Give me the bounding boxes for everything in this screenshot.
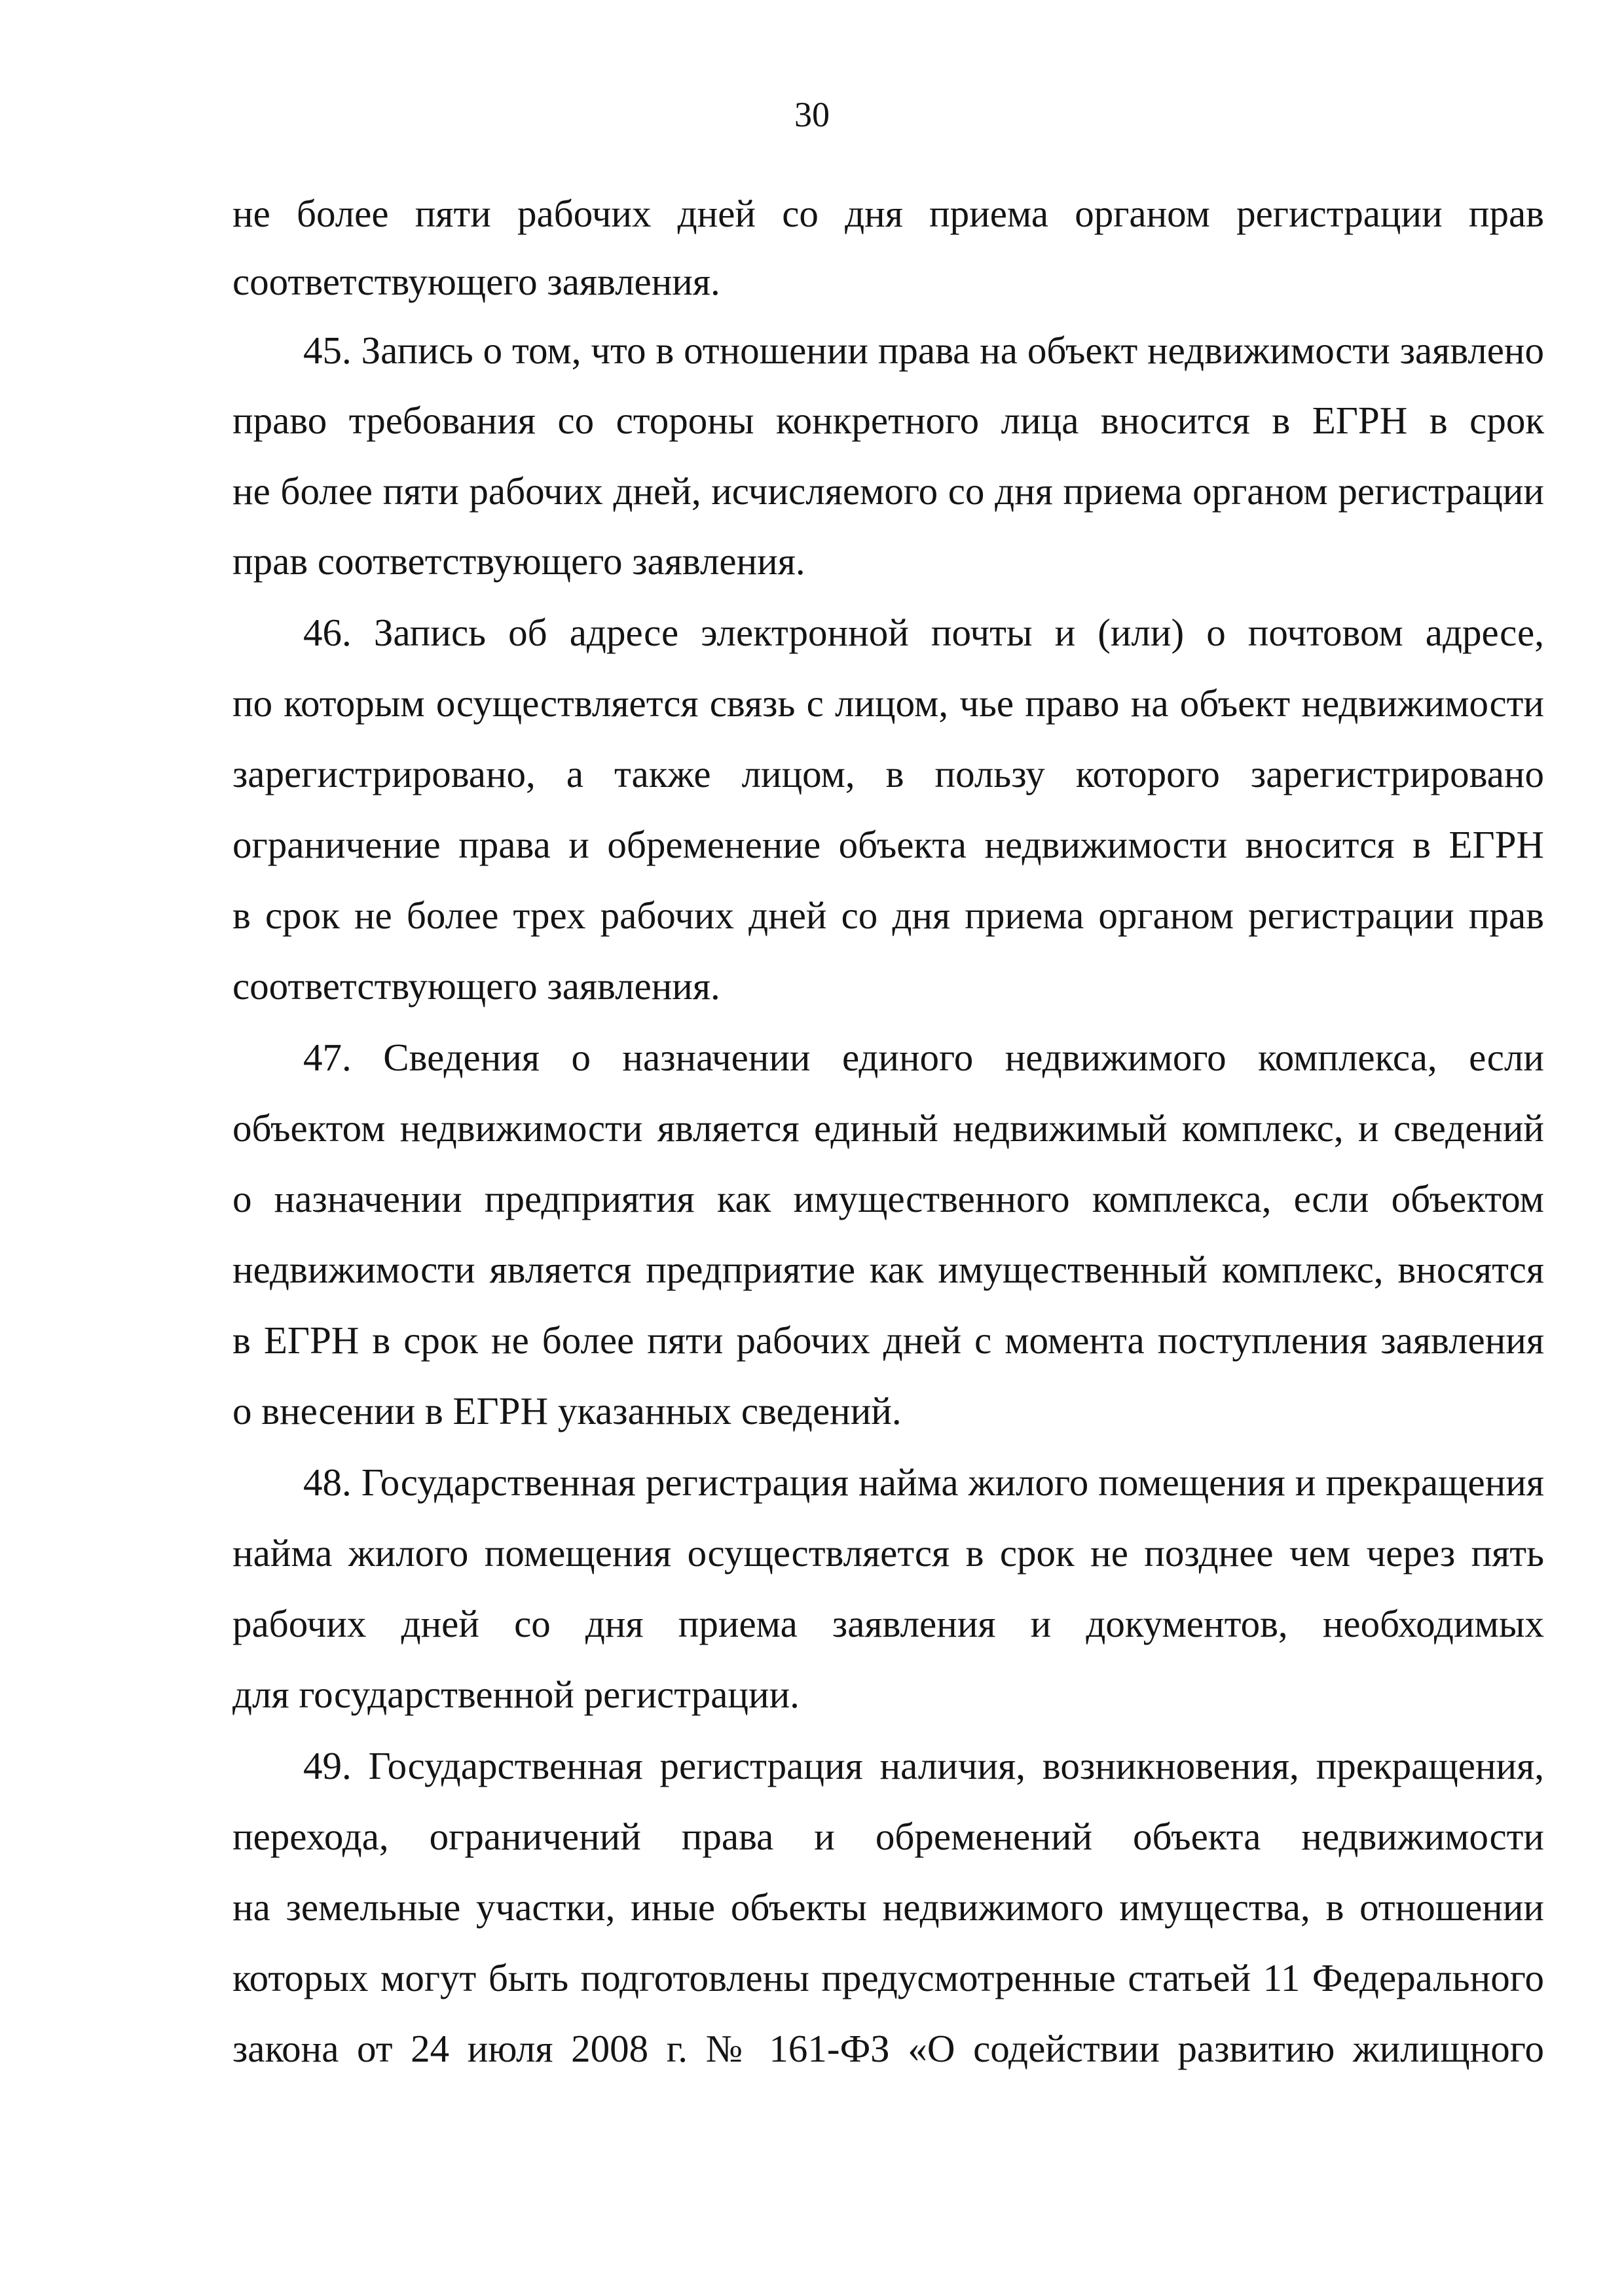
text-line: найма жилого помещения осуществляется в срок не позднее чем через пять xyxy=(232,1531,1544,1575)
text-line: недвижимости является предприятие как имущественный комплекс, вносятся xyxy=(232,1248,1544,1291)
text-line: зарегистрировано, а также лицом, в пользу которого зарегистрировано xyxy=(232,752,1544,795)
text-line: о назначении предприятия как имущественного комплекса, если объектом xyxy=(232,1177,1544,1220)
text-line: не более пяти рабочих дней, исчисляемого со дня приема органом регистрации xyxy=(232,469,1544,513)
text-line: 49. Государственная регистрация наличия, возникновения, прекращения, xyxy=(303,1744,1544,1787)
text-line: закона от 24 июля 2008 г. № 161-ФЗ «О содействии развитию жилищного xyxy=(232,2027,1544,2070)
text-line: которых могут быть подготовлены предусмотренные статьей 11 Федерального xyxy=(232,1956,1544,1999)
text-line: объектом недвижимости является единый недвижимый комплекс, и сведений xyxy=(232,1106,1544,1150)
text-line: соответствующего заявления. xyxy=(232,260,720,303)
text-line: о внесении в ЕГРН указанных сведений. xyxy=(232,1389,902,1432)
text-line: для государственной регистрации. xyxy=(232,1673,800,1716)
text-line: перехода, ограничений права и обременений объекта недвижимости xyxy=(232,1815,1544,1858)
text-line: рабочих дней со дня приема заявления и документов, необходимых xyxy=(232,1602,1544,1645)
text-line: 47. Сведения о назначении единого недвижимого комплекса, если xyxy=(303,1036,1544,1079)
text-line: в ЕГРН в срок не более пяти рабочих дней с момента поступления заявления xyxy=(232,1319,1544,1362)
page-number: 30 xyxy=(794,95,830,134)
text-line: ограничение права и обременение объекта недвижимости вносится в ЕГРН xyxy=(232,823,1544,866)
text-line: 46. Запись об адресе электронной почты и (или) о почтовом адресе, xyxy=(303,611,1544,654)
text-line: право требования со стороны конкретного лица вносится в ЕГРН в срок xyxy=(232,399,1544,442)
text-line: 48. Государственная регистрация найма жилого помещения и прекращения xyxy=(303,1461,1544,1504)
text-line: 45. Запись о том, что в отношении права на объект недвижимости заявлено xyxy=(303,329,1544,372)
text-line: в срок не более трех рабочих дней со дня приема органом регистрации прав xyxy=(232,894,1544,937)
text-line: на земельные участки, иные объекты недвижимого имущества, в отношении xyxy=(232,1886,1544,1929)
text-line: прав соответствующего заявления. xyxy=(232,539,805,583)
text-line: не более пяти рабочих дней со дня приема органом регистрации прав xyxy=(232,192,1544,235)
text-line: соответствующего заявления. xyxy=(232,964,720,1008)
text-line: по которым осуществляется связь с лицом, чье право на объект недвижимости xyxy=(232,682,1544,725)
